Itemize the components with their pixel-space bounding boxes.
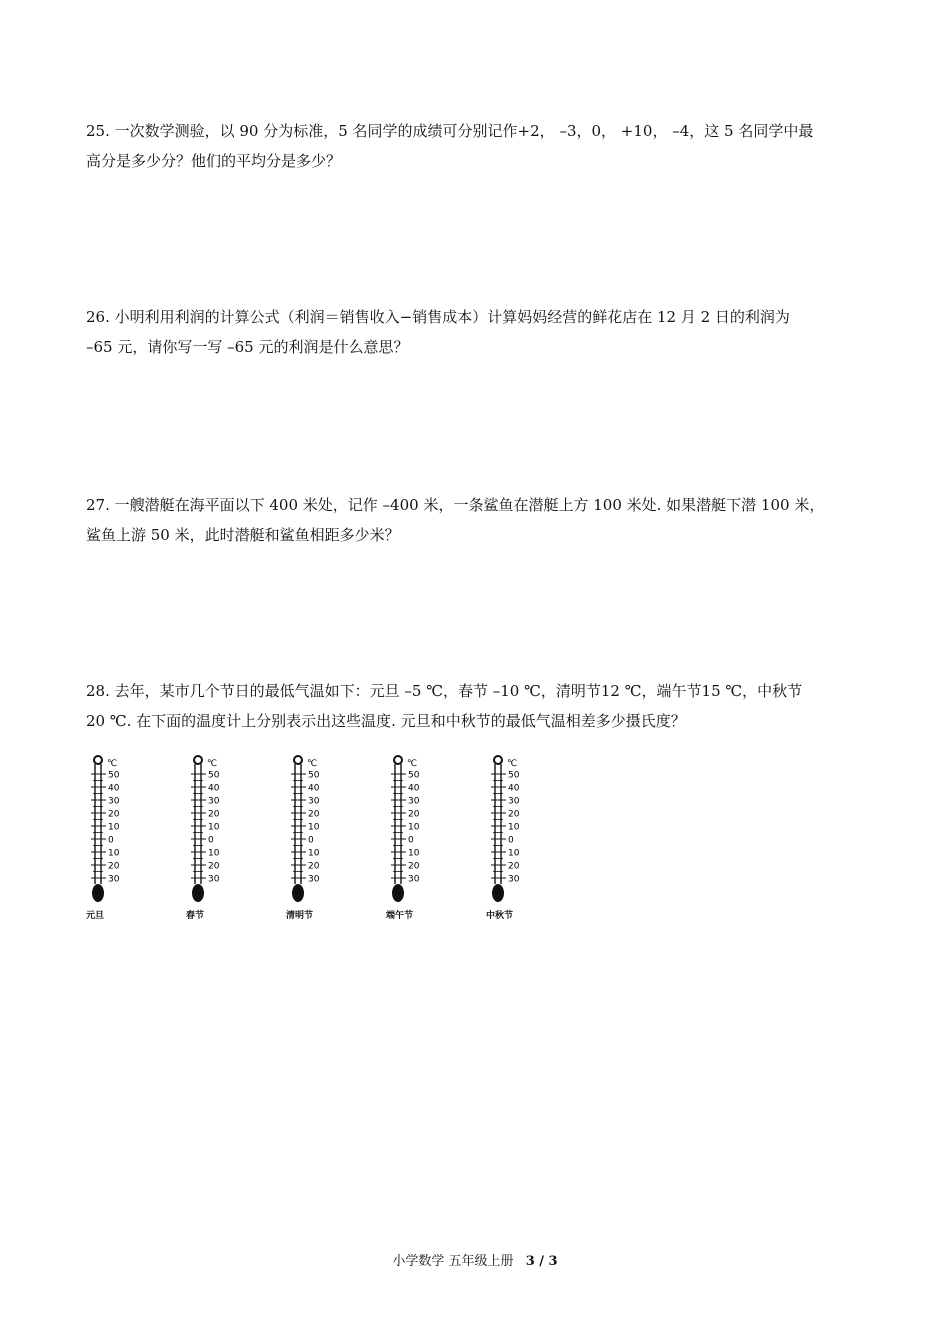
thermometer-scale-label: 30: [408, 874, 420, 885]
page-footer: [0, 1250, 950, 1269]
thermometer-unit: ℃: [507, 759, 518, 769]
page-number: 3 / 3: [525, 1254, 558, 1269]
thermometer-scale-label: 20: [108, 809, 120, 820]
thermometer-scale-label: 10: [208, 848, 220, 859]
thermometer-unit: ℃: [107, 759, 118, 769]
thermometer-row: [86, 748, 556, 928]
thermometer-scale-label: 40: [108, 783, 120, 794]
thermometer-top-ring: [494, 756, 502, 764]
thermometer-scale-label: 30: [408, 796, 420, 807]
footer-text: 小学数学 五年级上册: [392, 1254, 514, 1269]
thermometer-top-ring: [194, 756, 202, 764]
question-28-line-1: 28. 去年，某市几个节日的最低气温如下：元旦 –5 ℃，春节 –10 ℃，清明节12 ℃，端午节15 ℃，中秋节: [86, 682, 803, 700]
thermometer-scale-label: 30: [208, 796, 220, 807]
thermometer-5[interactable]: [486, 748, 556, 926]
thermometer-scale-label: 0: [308, 835, 314, 846]
thermometer-label: 元旦: [86, 911, 105, 921]
thermometer-scale-label: 0: [208, 835, 214, 846]
thermometer-bulb: [292, 884, 304, 902]
thermometer-scale-label: 20: [408, 809, 420, 820]
thermometer-scale-label: 50: [108, 770, 120, 781]
question-27-line-1: 27. 一艘潜艇在海平面以下 400 米处，记作 –400 米，一条鲨鱼在潜艇上方 100 米处. 如果潜艇下潜 100 米，: [86, 496, 825, 514]
thermometer-graphic: [486, 748, 556, 908]
thermometer-label: 端午节: [386, 911, 414, 921]
thermometer-top-ring: [94, 756, 102, 764]
thermometer-scale-label: 30: [508, 874, 520, 885]
thermometer-2[interactable]: [186, 748, 256, 926]
thermometer-scale-label: 50: [508, 770, 520, 781]
thermometer-3[interactable]: [286, 748, 356, 926]
thermometer-scale-label: 10: [108, 848, 120, 859]
thermometer-scale-label: 20: [408, 861, 420, 872]
thermometer-graphic: [286, 748, 356, 908]
question-26-line-1: 26. 小明利用利润的计算公式（利润＝销售收入−销售成本）计算妈妈经营的鲜花店在 12 月 2 日的利润为: [86, 308, 790, 326]
thermometer-scale-label: 40: [508, 783, 520, 794]
question-26: [86, 302, 866, 362]
thermometer-scale-label: 30: [308, 874, 320, 885]
thermometer-label: 春节: [186, 911, 205, 921]
question-28: [86, 676, 866, 736]
question-27-line-2: 鲨鱼上游 50 米，此时潜艇和鲨鱼相距多少米？: [86, 526, 400, 544]
thermometer-scale-label: 40: [408, 783, 420, 794]
thermometer-scale-label: 20: [308, 809, 320, 820]
thermometer-scale-label: 20: [508, 861, 520, 872]
thermometer-scale-label: 50: [208, 770, 220, 781]
thermometer-scale-label: 10: [508, 822, 520, 833]
thermometer-scale-label: 20: [208, 809, 220, 820]
thermometer-unit: ℃: [407, 759, 418, 769]
thermometer-4[interactable]: [386, 748, 456, 926]
thermometer-scale-label: 20: [308, 861, 320, 872]
thermometer-1[interactable]: [86, 748, 156, 926]
thermometer-unit: ℃: [207, 759, 218, 769]
thermometer-scale-label: 30: [508, 796, 520, 807]
question-28-line-2: 20 ℃. 在下面的温度计上分别表示出这些温度. 元旦和中秋节的最低气温相差多少摄氏度？: [86, 712, 686, 730]
thermometer-unit: ℃: [307, 759, 318, 769]
thermometer-scale-label: 10: [208, 822, 220, 833]
thermometer-scale-label: 20: [508, 809, 520, 820]
question-25-line-1: 25. 一次数学测验，以 90 分为标准，5 名同学的成绩可分别记作+2， –3，0， +10， –4，这 5 名同学中最: [86, 122, 814, 140]
thermometer-scale-label: 10: [408, 822, 420, 833]
thermometer-scale-label: 10: [508, 848, 520, 859]
thermometer-label: 清明节: [286, 911, 314, 921]
thermometer-scale-label: 30: [108, 796, 120, 807]
thermometer-bulb: [192, 884, 204, 902]
thermometer-scale-label: 30: [108, 874, 120, 885]
thermometer-scale-label: 30: [308, 796, 320, 807]
thermometer-scale-label: 40: [308, 783, 320, 794]
thermometer-scale-label: 10: [308, 822, 320, 833]
thermometer-graphic: [186, 748, 256, 908]
question-25-line-2: 高分是多少分？他们的平均分是多少？: [86, 152, 342, 170]
thermometer-graphic: [86, 748, 156, 908]
thermometer-scale-label: 10: [108, 822, 120, 833]
question-25: [86, 116, 866, 176]
thermometer-scale-label: 0: [408, 835, 414, 846]
thermometer-scale-label: 40: [208, 783, 220, 794]
thermometer-scale-label: 0: [108, 835, 114, 846]
thermometer-scale-label: 0: [508, 835, 514, 846]
thermometer-scale-label: 50: [408, 770, 420, 781]
thermometer-scale-label: 10: [408, 848, 420, 859]
thermometer-bulb: [492, 884, 504, 902]
thermometer-top-ring: [294, 756, 302, 764]
thermometer-label: 中秋节: [486, 911, 514, 921]
question-27: [86, 490, 866, 550]
thermometer-scale-label: 10: [308, 848, 320, 859]
thermometer-graphic: [386, 748, 456, 908]
thermometer-top-ring: [394, 756, 402, 764]
thermometer-scale-label: 30: [208, 874, 220, 885]
thermometer-bulb: [92, 884, 104, 902]
thermometer-scale-label: 20: [208, 861, 220, 872]
question-26-line-2: –65 元，请你写一写 –65 元的利润是什么意思？: [86, 338, 409, 356]
thermometer-scale-label: 50: [308, 770, 320, 781]
thermometer-scale-label: 20: [108, 861, 120, 872]
thermometer-bulb: [392, 884, 404, 902]
